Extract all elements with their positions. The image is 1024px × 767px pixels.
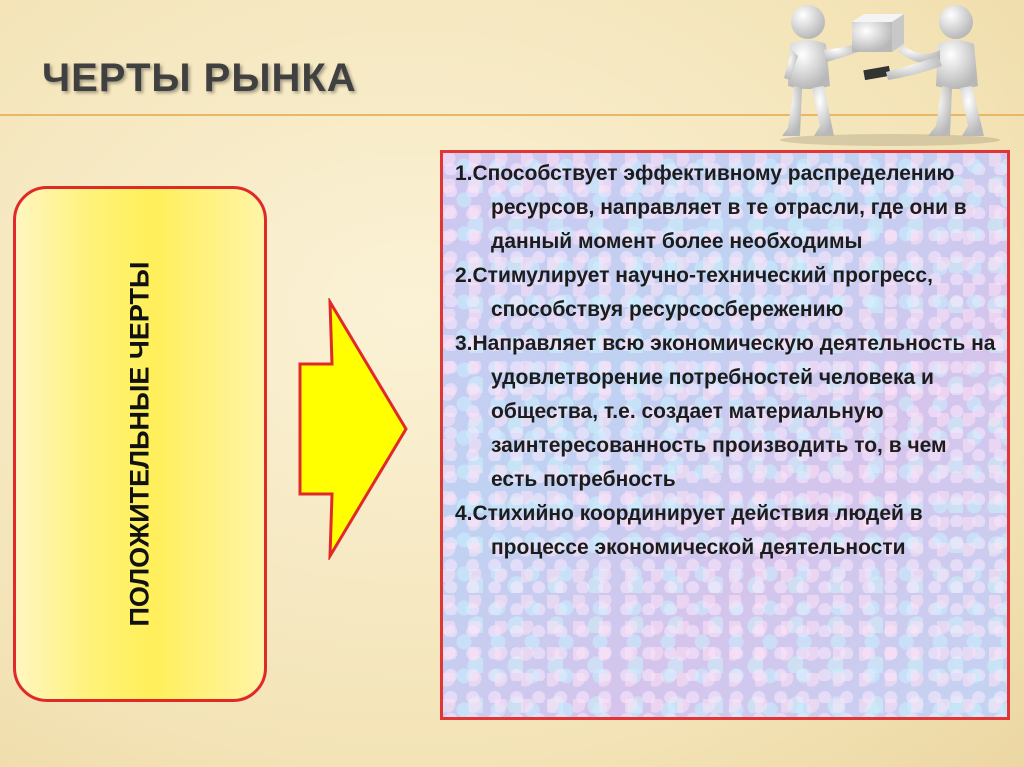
right-arrow-icon <box>298 298 408 560</box>
slide-title: ЧЕРТЫ РЫНКА <box>42 56 357 100</box>
feature-item: 3.Направляет всю экономическую деятельность на удовлетворение потребностей человека и общества, т.е. создает материальную заинтересованность производить то, в чем есть потребность <box>455 332 996 491</box>
features-list <box>455 157 997 565</box>
features-panel <box>440 150 1010 720</box>
feature-item: 1.Способствует эффективному распределению ресурсов, направляет в те отрасли, где они в данный момент более необходимы <box>455 162 967 253</box>
people-exchange-icon <box>760 0 1020 148</box>
feature-item: 2.Стимулирует научно-технический прогресс, способствуя ресурсосбережению <box>455 264 933 321</box>
feature-item: 4.Стихийно координирует действия людей в процессе экономической деятельности <box>455 502 923 559</box>
positive-features-box <box>13 186 267 702</box>
positive-features-label: ПОЛОЖИТЕЛЬНЫЕ ЧЕРТЫ <box>124 261 155 627</box>
